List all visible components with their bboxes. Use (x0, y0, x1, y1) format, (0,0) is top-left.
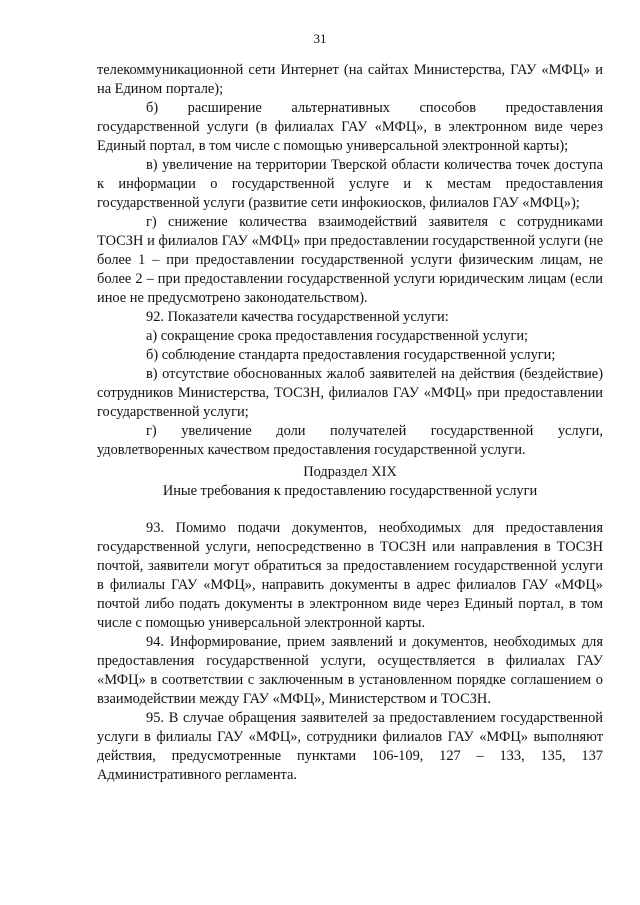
paragraph-item-v-no-complaints: в) отсутствие обоснованных жалоб заявителей на действия (бездействие) сотрудников Министерства, ТОСЗН, филиалов ГАУ «МФЦ» при предоставлении государственной услуги; (97, 366, 603, 420)
text-block-other-requirements (97, 519, 603, 785)
paragraph-92-heading: 92. Показатели качества государственной услуги: (146, 309, 449, 325)
subsection-label: Подраздел XIX (303, 464, 397, 480)
subsection-title: Иные требования к предоставлению государственной услуги (162, 483, 538, 499)
paragraph-item-v-access-points: в) увеличение на территории Тверской области количества точек доступа к информации о государственной услуге и к местам предоставления государственной услуги (развитие сети инфокиосков, филиалов ГАУ «МФЦ»); (97, 157, 603, 211)
page-number: 31 (313, 31, 327, 46)
paragraph-item-b-alternative-methods: б) расширение альтернативных способов предоставления государственной услуги (в филиалах ГАУ «МФЦ», в электронном виде через Единый портал, в том числе с помощью универсальной электронной карты); (97, 100, 603, 154)
text-block-quality-indicators (97, 61, 603, 460)
paragraph-95: 95. В случае обращения заявителей за предоставлением государственной услуги в филиалы ГАУ «МФЦ», сотрудники филиалов ГАУ «МФЦ» выполняют действия, предусмотренные пунктами 106-109, 127 – 133, 135, 137 Административного регламента. (97, 710, 603, 783)
paragraph-item-b-standard-compliance: б) соблюдение стандарта предоставления государственной услуги; (146, 347, 556, 363)
paragraph-item-g-interactions: г) снижение количества взаимодействий заявителя с сотрудниками ТОСЗН и филиалов ГАУ «МФЦ» при предоставлении государственной услуги (не более 1 – при предоставлении государственной услуги физическим лицам, не более 2 – при предоставлении государственной услуги юридическим лицам (если иное не предусмотрено законодательством). (97, 214, 603, 306)
paragraph-94: 94. Информирование, прием заявлений и документов, необходимых для предоставления государственной услуги, осуществляется в филиалах ГАУ «МФЦ» в соответствии с заключенным в установленном порядке соглашением о взаимодействии между ГАУ «МФЦ», Министерством и ТОСЗН. (97, 634, 603, 707)
paragraph-internet-continuation: телекоммуникационной сети Интернет (на сайтах Министерства, ГАУ «МФЦ» и на Едином портале); (97, 62, 603, 97)
paragraph-item-a-term-reduction: а) сокращение срока предоставления государственной услуги; (146, 328, 529, 344)
paragraph-item-g-satisfaction: г) увеличение доли получателей государственной услуги, удовлетворенных качеством предоставления государственной услуги. (97, 423, 603, 458)
paragraph-93: 93. Помимо подачи документов, необходимых для предоставления государственной услуги, непосредственно в ТОСЗН или направления в ТОСЗН почтой, заявители могут обратиться за предоставлением государственной услуги в филиалы ГАУ «МФЦ», направить документы в адрес филиалов ГАУ «МФЦ» почтой либо подать документы в электронном виде через Единый портал, в том числе с помощью универсальной электронной карты. (97, 520, 603, 631)
